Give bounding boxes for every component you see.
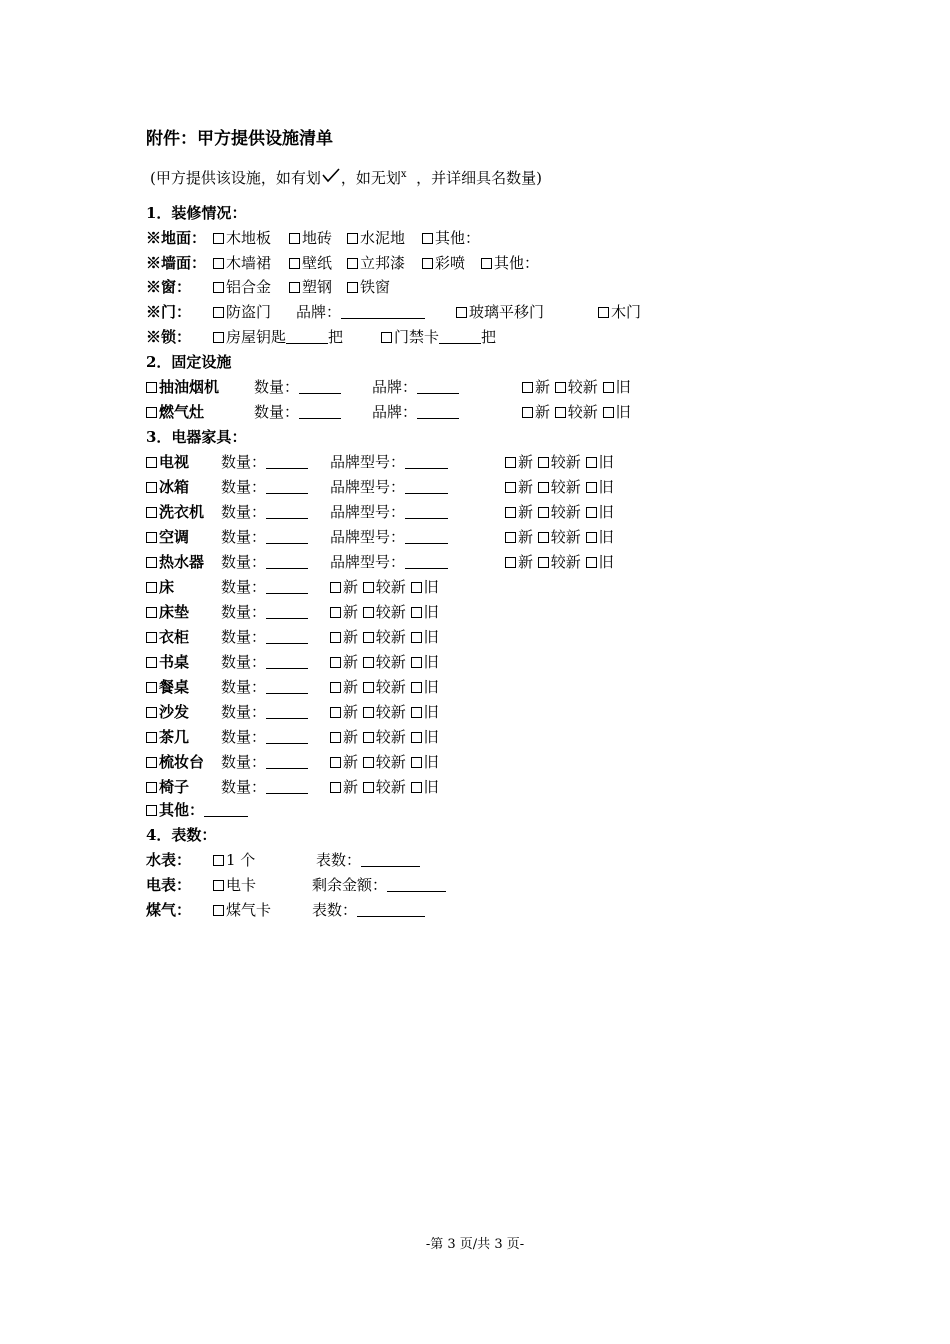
appliance-item[interactable]: 电视 [146, 451, 189, 473]
furniture-item[interactable]: 床垫 [146, 601, 189, 623]
condition-old[interactable]: 旧 [411, 728, 439, 746]
condition-options [505, 501, 614, 523]
checkbox-icon[interactable] [411, 607, 422, 618]
appliance-item[interactable]: 热水器 [146, 551, 204, 573]
condition-new[interactable]: 新 [505, 553, 533, 571]
furniture-item[interactable]: 餐桌 [146, 676, 189, 698]
floor-option-other[interactable]: 其他： [422, 227, 480, 249]
cross-mark: x [400, 169, 407, 180]
condition-old[interactable]: 旧 [411, 753, 439, 771]
electric-label: 电表： [146, 876, 192, 894]
checkbox-icon[interactable] [146, 507, 157, 518]
door-option-wood[interactable]: 木门 [598, 301, 641, 323]
condition-newer[interactable]: 较新 [363, 628, 406, 646]
checkbox-icon[interactable] [330, 657, 341, 668]
condition-newer[interactable]: 较新 [538, 478, 581, 496]
condition-options [330, 576, 439, 598]
checkbox-icon[interactable] [505, 532, 516, 543]
instruction-note [150, 167, 542, 188]
window-label: ※窗： [146, 278, 192, 296]
checkbox-icon[interactable] [330, 782, 341, 793]
condition-options [522, 376, 631, 398]
note-open: (甲方提供该设施，如有划 [150, 169, 321, 187]
section-4-heading: 4．表数： [146, 826, 217, 844]
condition-new[interactable]: 新 [522, 403, 550, 421]
checkbox-icon[interactable] [330, 632, 341, 643]
wall-option-wood[interactable]: 木墙裙 [213, 252, 271, 274]
checkbox-icon[interactable] [213, 233, 224, 244]
checkbox-icon[interactable] [363, 732, 374, 743]
checkbox-icon[interactable] [330, 582, 341, 593]
condition-old[interactable]: 旧 [586, 478, 614, 496]
wall-option-other[interactable]: 其他： [481, 252, 539, 274]
section-2-heading: 2．固定设施 [146, 353, 232, 371]
condition-options [330, 626, 439, 648]
checkbox-icon[interactable] [411, 682, 422, 693]
checkbox-icon[interactable] [522, 407, 533, 418]
checkbox-icon[interactable] [586, 507, 597, 518]
note-end: ，并详细具名数量) [416, 169, 542, 187]
condition-old[interactable]: 旧 [411, 678, 439, 696]
water-option[interactable]: 1 个 [213, 849, 255, 871]
gas-option[interactable]: 煤气卡 [213, 899, 271, 921]
condition-options [330, 651, 439, 673]
window-option-iron[interactable]: 铁窗 [347, 276, 390, 298]
checkbox-icon[interactable] [330, 682, 341, 693]
appliance-item[interactable]: 空调 [146, 526, 189, 548]
brand-model-field[interactable]: 品牌型号： [330, 501, 448, 523]
condition-new[interactable]: 新 [330, 703, 358, 721]
condition-newer[interactable]: 较新 [363, 728, 406, 746]
door-brand-field[interactable]: 品牌： [296, 301, 425, 323]
condition-new[interactable]: 新 [330, 653, 358, 671]
checkbox-icon[interactable] [522, 382, 533, 393]
wall-option-paper[interactable]: 壁纸 [289, 252, 332, 274]
appliance-item[interactable]: 洗衣机 [146, 501, 204, 523]
checkbox-icon[interactable] [146, 782, 157, 793]
quantity-field[interactable]: 数量： [221, 451, 308, 473]
checkbox-icon[interactable] [456, 307, 467, 318]
checkbox-icon[interactable] [146, 732, 157, 743]
checkbox-icon[interactable] [603, 382, 614, 393]
condition-newer[interactable]: 较新 [363, 578, 406, 596]
condition-new[interactable]: 新 [330, 628, 358, 646]
checkbox-icon[interactable] [213, 332, 224, 343]
checkbox-icon[interactable] [505, 457, 516, 468]
quantity-field[interactable]: 数量： [254, 401, 341, 423]
wall-option-spray[interactable]: 彩喷 [422, 252, 465, 274]
quantity-field[interactable]: 数量： [221, 501, 308, 523]
quantity-field[interactable]: 数量： [221, 601, 308, 623]
condition-newer[interactable]: 较新 [555, 403, 598, 421]
page-footer: -第 3 页/共 3 页- [425, 1237, 525, 1252]
quantity-field[interactable]: 数量： [221, 751, 308, 773]
note-mid: ，如无划 [340, 169, 401, 187]
checkbox-icon[interactable] [411, 757, 422, 768]
water-reading-field[interactable]: 表数： [316, 849, 420, 871]
condition-new[interactable]: 新 [330, 728, 358, 746]
checkbox-icon[interactable] [363, 707, 374, 718]
checkbox-icon[interactable] [213, 258, 224, 269]
quantity-field[interactable]: 数量： [254, 376, 341, 398]
floor-option-cement[interactable]: 水泥地 [347, 227, 405, 249]
condition-newer[interactable]: 较新 [538, 528, 581, 546]
condition-new[interactable]: 新 [505, 528, 533, 546]
checkbox-icon[interactable] [598, 307, 609, 318]
condition-old[interactable]: 旧 [411, 578, 439, 596]
quantity-field[interactable]: 数量： [221, 726, 308, 748]
condition-options [330, 751, 439, 773]
gas-reading-field[interactable]: 表数： [312, 899, 425, 921]
checkbox-icon[interactable] [146, 805, 157, 816]
checkbox-icon[interactable] [146, 757, 157, 768]
condition-options [505, 476, 614, 498]
checkbox-icon[interactable] [411, 707, 422, 718]
condition-old[interactable]: 旧 [411, 628, 439, 646]
checkbox-icon[interactable] [538, 482, 549, 493]
checkbox-icon[interactable] [411, 657, 422, 668]
condition-new[interactable]: 新 [505, 503, 533, 521]
checkbox-icon[interactable] [603, 407, 614, 418]
furniture-item[interactable]: 床 [146, 576, 174, 598]
window-option-plastic-steel[interactable]: 塑钢 [289, 276, 332, 298]
checkbox-icon[interactable] [505, 557, 516, 568]
checkbox-icon[interactable] [363, 632, 374, 643]
checkbox-icon[interactable] [538, 557, 549, 568]
checkbox-icon[interactable] [505, 507, 516, 518]
checkbox-icon[interactable] [146, 557, 157, 568]
door-option-security[interactable]: 防盗门 [213, 301, 271, 323]
condition-newer[interactable]: 较新 [363, 703, 406, 721]
checkbox-icon[interactable] [381, 332, 392, 343]
checkbox-icon[interactable] [347, 233, 358, 244]
checkbox-icon[interactable] [330, 707, 341, 718]
condition-newer[interactable]: 较新 [363, 603, 406, 621]
condition-old[interactable]: 旧 [603, 403, 631, 421]
checkbox-icon[interactable] [330, 757, 341, 768]
brand-model-field[interactable]: 品牌型号： [330, 451, 448, 473]
condition-new[interactable]: 新 [330, 678, 358, 696]
appliance-item[interactable]: 冰箱 [146, 476, 189, 498]
condition-newer[interactable]: 较新 [538, 553, 581, 571]
lock-label: ※锁： [146, 328, 192, 346]
condition-options [522, 401, 631, 423]
brand-model-field[interactable]: 品牌型号： [330, 551, 448, 573]
checkbox-icon[interactable] [538, 532, 549, 543]
lock-option-card[interactable]: 门禁卡 把 [381, 326, 496, 348]
checkbox-icon[interactable] [213, 880, 224, 891]
checkbox-icon[interactable] [363, 657, 374, 668]
quantity-field[interactable]: 数量： [221, 476, 308, 498]
condition-newer[interactable]: 较新 [538, 503, 581, 521]
condition-options [505, 526, 614, 548]
checkbox-icon[interactable] [586, 557, 597, 568]
brand-model-field[interactable]: 品牌型号： [330, 476, 448, 498]
condition-newer[interactable]: 较新 [555, 378, 598, 396]
furniture-item[interactable]: 茶几 [146, 726, 189, 748]
section-1-heading: 1．装修情况： [146, 204, 247, 222]
checkbox-icon[interactable] [213, 855, 224, 866]
checkbox-icon[interactable] [481, 258, 492, 269]
brand-field[interactable]: 品牌： [372, 401, 459, 423]
checkbox-icon[interactable] [363, 582, 374, 593]
condition-new[interactable]: 新 [330, 753, 358, 771]
checkbox-icon[interactable] [586, 457, 597, 468]
checkbox-icon[interactable] [146, 382, 157, 393]
floor-label: ※地面： [146, 229, 207, 247]
checkbox-icon[interactable] [538, 457, 549, 468]
checkbox-icon[interactable] [363, 682, 374, 693]
checkbox-icon[interactable] [538, 507, 549, 518]
brand-model-field[interactable]: 品牌型号： [330, 526, 448, 548]
checkbox-icon[interactable] [330, 607, 341, 618]
condition-old[interactable]: 旧 [411, 703, 439, 721]
checkbox-icon[interactable] [363, 757, 374, 768]
checkbox-icon[interactable] [146, 607, 157, 618]
facility-item[interactable]: 抽油烟机 [146, 376, 219, 398]
quantity-field[interactable]: 数量： [221, 626, 308, 648]
quantity-field[interactable]: 数量： [221, 551, 308, 573]
checkbox-icon[interactable] [289, 282, 300, 293]
checkbox-icon[interactable] [555, 407, 566, 418]
checkbox-icon[interactable] [289, 233, 300, 244]
brand-field[interactable]: 品牌： [372, 376, 459, 398]
checkbox-icon[interactable] [411, 782, 422, 793]
condition-old[interactable]: 旧 [411, 778, 439, 796]
quantity-field[interactable]: 数量： [221, 776, 308, 798]
condition-new[interactable]: 新 [330, 578, 358, 596]
condition-newer[interactable]: 较新 [363, 653, 406, 671]
condition-newer[interactable]: 较新 [363, 753, 406, 771]
checkbox-icon[interactable] [146, 582, 157, 593]
condition-old[interactable]: 旧 [603, 378, 631, 396]
gas-label: 煤气： [146, 901, 192, 919]
wall-label: ※墙面： [146, 254, 207, 272]
condition-newer[interactable]: 较新 [363, 678, 406, 696]
checkbox-icon[interactable] [347, 282, 358, 293]
condition-old[interactable]: 旧 [586, 453, 614, 471]
condition-new[interactable]: 新 [330, 603, 358, 621]
checkbox-icon[interactable] [586, 482, 597, 493]
condition-options [330, 601, 439, 623]
checkbox-icon[interactable] [586, 532, 597, 543]
section-3-heading: 3．电器家具： [146, 428, 247, 446]
checkbox-icon[interactable] [347, 258, 358, 269]
condition-old[interactable]: 旧 [411, 653, 439, 671]
lock-option-keys[interactable]: 房屋钥匙 把 [213, 326, 343, 348]
checkbox-icon[interactable] [213, 307, 224, 318]
furniture-item[interactable]: 衣柜 [146, 626, 189, 648]
furniture-item[interactable]: 书桌 [146, 651, 189, 673]
condition-options [505, 551, 614, 573]
checkbox-icon[interactable] [213, 282, 224, 293]
checkbox-icon[interactable] [146, 632, 157, 643]
window-option-aluminum[interactable]: 铝合金 [213, 276, 271, 298]
checkbox-icon[interactable] [146, 407, 157, 418]
checkbox-icon[interactable] [363, 607, 374, 618]
condition-old[interactable]: 旧 [586, 553, 614, 571]
checkbox-icon[interactable] [146, 657, 157, 668]
checkbox-icon[interactable] [146, 457, 157, 468]
door-option-glass[interactable]: 玻璃平移门 [456, 301, 544, 323]
floor-option-wood[interactable]: 木地板 [213, 227, 271, 249]
furniture-item[interactable]: 沙发 [146, 701, 189, 723]
checkbox-icon[interactable] [422, 233, 433, 244]
door-label: ※门： [146, 303, 192, 321]
condition-options [330, 776, 439, 798]
quantity-field[interactable]: 数量： [221, 701, 308, 723]
condition-old[interactable]: 旧 [586, 503, 614, 521]
other-item[interactable]: 其他： [146, 799, 248, 821]
condition-new[interactable]: 新 [505, 453, 533, 471]
checkbox-icon[interactable] [146, 682, 157, 693]
condition-new[interactable]: 新 [505, 478, 533, 496]
checkbox-icon[interactable] [422, 258, 433, 269]
electric-option[interactable]: 电卡 [213, 874, 256, 896]
furniture-item[interactable]: 梳妆台 [146, 751, 204, 773]
checkbox-icon[interactable] [289, 258, 300, 269]
checkbox-icon[interactable] [505, 482, 516, 493]
water-label: 水表： [146, 851, 192, 869]
checkbox-icon[interactable] [330, 732, 341, 743]
condition-old[interactable]: 旧 [586, 528, 614, 546]
check-mark-icon [321, 167, 341, 187]
checkbox-icon[interactable] [411, 732, 422, 743]
condition-options [330, 726, 439, 748]
quantity-field[interactable]: 数量： [221, 651, 308, 673]
condition-new[interactable]: 新 [330, 778, 358, 796]
checkbox-icon[interactable] [363, 782, 374, 793]
furniture-item[interactable]: 椅子 [146, 776, 189, 798]
condition-old[interactable]: 旧 [411, 603, 439, 621]
checkbox-icon[interactable] [146, 707, 157, 718]
facility-item[interactable]: 燃气灶 [146, 401, 204, 423]
checkbox-icon[interactable] [411, 582, 422, 593]
checkbox-icon[interactable] [411, 632, 422, 643]
condition-options [505, 451, 614, 473]
page-title: 附件：甲方提供设施清单 [146, 129, 333, 149]
floor-option-tile[interactable]: 地砖 [289, 227, 332, 249]
checkbox-icon[interactable] [213, 905, 224, 916]
quantity-field[interactable]: 数量： [221, 676, 308, 698]
condition-newer[interactable]: 较新 [363, 778, 406, 796]
wall-option-paint[interactable]: 立邦漆 [347, 252, 405, 274]
checkbox-icon[interactable] [555, 382, 566, 393]
checkbox-icon[interactable] [146, 482, 157, 493]
electric-balance-field[interactable]: 剩余金额： [312, 874, 446, 896]
condition-newer[interactable]: 较新 [538, 453, 581, 471]
condition-options [330, 701, 439, 723]
quantity-field[interactable]: 数量： [221, 526, 308, 548]
quantity-field[interactable]: 数量： [221, 576, 308, 598]
condition-new[interactable]: 新 [522, 378, 550, 396]
condition-options [330, 676, 439, 698]
checkbox-icon[interactable] [146, 532, 157, 543]
